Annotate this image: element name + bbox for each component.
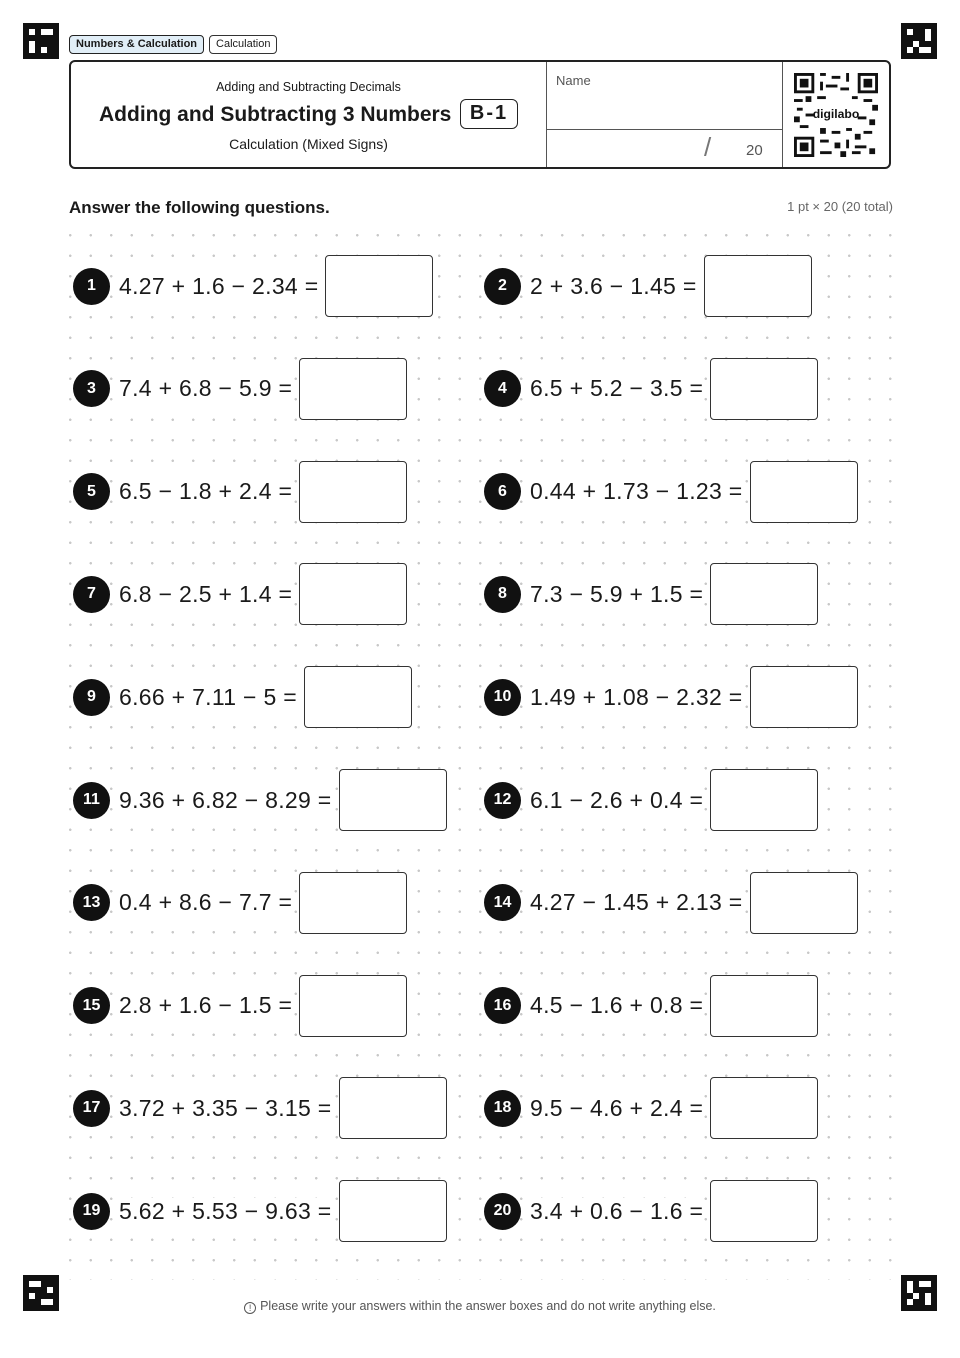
question-expression: 0.44 + 1.73 − 1.23 =	[530, 478, 743, 505]
question-number: 12	[484, 782, 521, 819]
corner-marker-top-left	[23, 23, 59, 59]
answer-box[interactable]	[710, 769, 818, 831]
answer-box[interactable]	[710, 358, 818, 420]
answer-box[interactable]	[710, 563, 818, 625]
info-icon: !	[244, 1302, 256, 1314]
question-number: 15	[73, 987, 110, 1024]
answer-box[interactable]	[299, 461, 407, 523]
bottom-mask	[0, 1280, 960, 1358]
question-expression: 9.36 + 6.82 − 8.29 =	[119, 786, 332, 813]
question-number: 8	[484, 576, 521, 613]
question-expression: 6.66 + 7.11 − 5 =	[119, 683, 297, 710]
question-expression: 7.3 − 5.9 + 1.5 =	[530, 580, 704, 607]
title-area	[71, 62, 546, 167]
question-18	[484, 1077, 818, 1139]
score-slash: /	[704, 132, 712, 162]
name-score-area	[546, 62, 782, 167]
question-number: 16	[484, 987, 521, 1024]
question-number: 4	[484, 370, 521, 407]
footer-note	[0, 1299, 960, 1314]
question-17	[73, 1077, 447, 1139]
question-6	[484, 461, 858, 523]
score-total: 20	[746, 142, 763, 159]
right-mask	[896, 0, 960, 1358]
answer-box[interactable]	[299, 872, 407, 934]
question-5	[73, 461, 407, 523]
answer-box[interactable]	[750, 666, 858, 728]
worksheet-topic: Adding and Subtracting Decimals	[216, 80, 401, 94]
answer-box[interactable]	[325, 255, 433, 317]
question-4	[484, 358, 818, 420]
answer-box[interactable]	[339, 769, 447, 831]
question-number: 14	[484, 884, 521, 921]
question-expression: 4.27 − 1.45 + 2.13 =	[530, 889, 743, 916]
question-expression: 3.72 + 3.35 − 3.15 =	[119, 1094, 332, 1121]
worksheet-title: Adding and Subtracting 3 Numbers	[99, 103, 452, 126]
question-13	[73, 872, 407, 934]
question-16	[484, 975, 818, 1037]
question-expression: 6.1 − 2.6 + 0.4 =	[530, 786, 704, 813]
worksheet-subtitle: Calculation (Mixed Signs)	[229, 136, 388, 152]
question-11	[73, 769, 447, 831]
footer-text: Please write your answers within the answer boxes and do not write anything else.	[260, 1299, 716, 1313]
qr-code-icon	[794, 73, 878, 157]
question-12	[484, 769, 818, 831]
answer-box[interactable]	[710, 1077, 818, 1139]
question-number: 9	[73, 679, 110, 716]
qr-label: digilabo	[812, 106, 860, 121]
question-2	[484, 255, 812, 317]
answer-box[interactable]	[710, 975, 818, 1037]
category-tags	[69, 35, 277, 54]
question-number: 1	[73, 268, 110, 305]
question-expression: 4.5 − 1.6 + 0.8 =	[530, 992, 704, 1019]
question-expression: 6.8 − 2.5 + 1.4 =	[119, 580, 293, 607]
question-expression: 9.5 − 4.6 + 2.4 =	[530, 1094, 704, 1121]
answer-box[interactable]	[750, 461, 858, 523]
question-9	[73, 666, 412, 728]
question-number: 5	[73, 473, 110, 510]
worksheet-code: B-1	[460, 99, 518, 129]
question-14	[484, 872, 858, 934]
answer-box[interactable]	[304, 666, 412, 728]
question-number: 2	[484, 268, 521, 305]
question-expression: 6.5 + 5.2 − 3.5 =	[530, 375, 704, 402]
question-expression: 5.62 + 5.53 − 9.63 =	[119, 1197, 332, 1224]
question-number: 19	[73, 1193, 110, 1230]
question-expression: 2 + 3.6 − 1.45 =	[530, 272, 697, 299]
worksheet-header	[69, 60, 891, 169]
question-number: 3	[73, 370, 110, 407]
question-1	[73, 255, 433, 317]
question-15	[73, 975, 407, 1037]
answer-box[interactable]	[299, 975, 407, 1037]
question-expression: 3.4 + 0.6 − 1.6 =	[530, 1197, 704, 1224]
instructions: Answer the following questions.	[69, 198, 334, 218]
left-mask	[0, 0, 64, 1358]
question-number: 11	[73, 782, 110, 819]
question-number: 17	[73, 1090, 110, 1127]
question-3	[73, 358, 407, 420]
question-expression: 7.4 + 6.8 − 5.9 =	[119, 375, 293, 402]
corner-marker-top-right	[901, 23, 937, 59]
answer-box[interactable]	[339, 1180, 447, 1242]
answer-box[interactable]	[299, 358, 407, 420]
name-field[interactable]	[547, 62, 782, 130]
question-7	[73, 563, 407, 625]
points-info: 1 pt × 20 (20 total)	[787, 199, 893, 214]
name-label: Name	[556, 73, 591, 88]
answer-box[interactable]	[750, 872, 858, 934]
question-expression: 1.49 + 1.08 − 2.32 =	[530, 683, 743, 710]
question-number: 18	[484, 1090, 521, 1127]
answer-box[interactable]	[704, 255, 812, 317]
question-19	[73, 1180, 447, 1242]
question-expression: 0.4 + 8.6 − 7.7 =	[119, 889, 293, 916]
answer-box[interactable]	[710, 1180, 818, 1242]
tag-subcategory: Calculation	[209, 35, 277, 54]
tag-category: Numbers & Calculation	[69, 35, 204, 54]
qr-code-area	[782, 62, 889, 167]
score-field[interactable]	[547, 130, 782, 167]
question-expression: 2.8 + 1.6 − 1.5 =	[119, 992, 293, 1019]
question-expression: 4.27 + 1.6 − 2.34 =	[119, 272, 319, 299]
question-expression: 6.5 − 1.8 + 2.4 =	[119, 478, 293, 505]
question-20	[484, 1180, 818, 1242]
question-number: 7	[73, 576, 110, 613]
question-number: 20	[484, 1193, 521, 1230]
question-number: 13	[73, 884, 110, 921]
question-number: 10	[484, 679, 521, 716]
question-8	[484, 563, 818, 625]
answer-box[interactable]	[299, 563, 407, 625]
answer-box[interactable]	[339, 1077, 447, 1139]
question-number: 6	[484, 473, 521, 510]
question-10	[484, 666, 858, 728]
